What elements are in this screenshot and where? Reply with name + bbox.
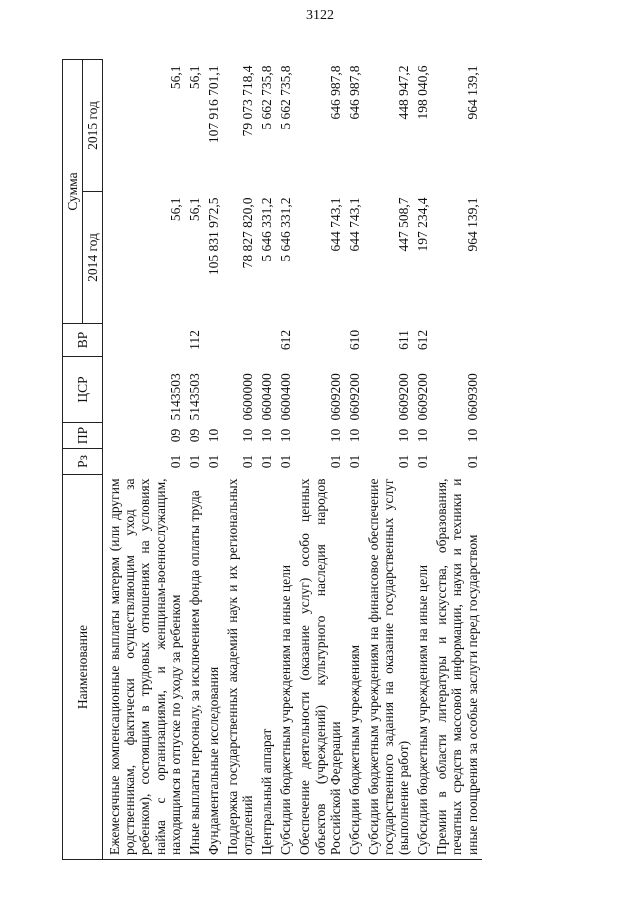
- row-amount-2015: 198 040,6: [415, 65, 431, 120]
- row-rz: 01: [278, 454, 294, 469]
- row-csr: 5143503: [186, 373, 202, 421]
- row-vr: 610: [346, 329, 362, 351]
- row-name: Центральный аппарат: [257, 475, 276, 860]
- row-pr: 10: [346, 428, 362, 443]
- table-row: [223, 59, 257, 859]
- table-row: [103, 59, 185, 859]
- row-rz: 01: [186, 454, 202, 469]
- header-rz: Рз: [63, 449, 103, 475]
- row-vr: [295, 324, 344, 357]
- row-pr: 10: [240, 428, 256, 443]
- row-amount-2014: 5 646 331,2: [278, 197, 294, 262]
- row-vr: [257, 324, 276, 357]
- row-name: Субсидии бюджетным учреждениям: [345, 475, 364, 860]
- row-amount-2014: 5 646 331,2: [259, 197, 275, 262]
- page-number: 3122: [306, 8, 334, 23]
- row-rz: 01: [259, 454, 275, 469]
- row-pr: 10: [464, 428, 480, 443]
- row-amount-2014: 197 234,4: [415, 197, 431, 252]
- row-rz: 01: [346, 454, 362, 469]
- row-rz: 01: [205, 454, 221, 469]
- row-csr: 0600400: [259, 373, 275, 421]
- row-amount-2015: 5 662 735,8: [259, 65, 275, 130]
- row-rz: 01: [167, 454, 183, 469]
- row-amount-2015: 646 987,8: [327, 65, 343, 120]
- row-vr: 612: [278, 329, 294, 351]
- row-csr: 0600000: [240, 373, 256, 421]
- row-name: Субсидии бюджетным учреждениям на иные цели: [413, 475, 432, 860]
- row-pr: 10: [415, 428, 431, 443]
- row-csr: [204, 357, 223, 423]
- row-amount-2014: 105 831 972,5: [205, 197, 221, 276]
- table-row: [257, 59, 276, 859]
- row-csr: 0609300: [464, 373, 480, 421]
- row-csr: 0609200: [396, 373, 412, 421]
- table-row: [276, 59, 295, 859]
- table-row: [295, 59, 344, 859]
- header-2015: 2015 год: [83, 59, 103, 191]
- header-2014: 2014 год: [83, 192, 103, 324]
- row-amount-2014: 644 743,1: [346, 197, 362, 252]
- row-pr: 09: [167, 428, 183, 443]
- row-csr: 0600400: [278, 373, 294, 421]
- table-row: [413, 59, 432, 859]
- row-name: Фундаментальные исследования: [204, 475, 223, 860]
- row-amount-2015: 56,1: [186, 65, 202, 90]
- header-name: Наименование: [63, 475, 103, 860]
- row-amount-2015: 448 947,2: [396, 65, 412, 120]
- header-vr: ВР: [63, 324, 103, 357]
- row-amount-2014: 56,1: [167, 197, 183, 222]
- row-vr: [103, 324, 185, 357]
- header-csr: ЦСР: [63, 357, 103, 423]
- row-amount-2015: 5 662 735,8: [278, 65, 294, 130]
- row-amount-2015: 964 139,1: [464, 65, 480, 120]
- row-csr: 0609200: [346, 373, 362, 421]
- table-row: [432, 59, 481, 859]
- rotated-table-container: [62, 60, 607, 860]
- row-amount-2014: 56,1: [186, 197, 202, 222]
- row-name: Ежемесячные компенсационные выплаты матерям (или другим родственникам, фактически осуществляющим уход за ребенком), состоящим в трудовых отношениях на условиях найма с организациями, и женщинам-военнослужащим, находящимся в отпуске по уходу за ребенком: [103, 475, 185, 860]
- row-rz: 01: [240, 454, 256, 469]
- row-vr: 112: [186, 330, 202, 350]
- row-pr: 10: [327, 428, 343, 443]
- row-amount-2015: 79 073 718,4: [240, 65, 256, 137]
- table-row: [204, 59, 223, 859]
- row-amount-2014: 644 743,1: [327, 197, 343, 252]
- row-name: Субсидии бюджетным учреждениям на иные цели: [276, 475, 295, 860]
- table-row: [364, 59, 413, 859]
- row-amount-2015: 56,1: [167, 65, 183, 90]
- row-vr: 612: [415, 329, 431, 351]
- row-pr: 10: [396, 428, 412, 443]
- row-pr: 10: [278, 428, 294, 443]
- row-name: Премии в области литературы и искусства, образования, печатных средств массовой информации, науки и техники и иные поощрения за особые заслуги перед государством: [432, 475, 481, 860]
- row-amount-2014: 964 139,1: [464, 197, 480, 252]
- row-pr: 10: [259, 428, 275, 443]
- header-sum: Сумма: [63, 59, 83, 323]
- row-amount-2015: 107 916 701,1: [205, 65, 221, 144]
- row-pr: 09: [186, 428, 202, 443]
- row-csr: 5143503: [167, 373, 183, 421]
- header-pr: ПР: [63, 423, 103, 449]
- row-amount-2014: 447 508,7: [396, 197, 412, 252]
- row-rz: 01: [464, 454, 480, 469]
- row-csr: 0609200: [327, 373, 343, 421]
- row-name: Субсидии бюджетным учреждениям на финансовое обеспечение государственного задания на оказание государственных услуг (выполнение работ): [364, 475, 413, 860]
- row-vr: 611: [396, 330, 412, 350]
- row-rz: 01: [327, 454, 343, 469]
- row-amount-2014: 78 827 820,0: [240, 197, 256, 269]
- row-amount-2015: 646 987,8: [346, 65, 362, 120]
- row-rz: 01: [396, 454, 412, 469]
- row-pr: 10: [205, 428, 221, 443]
- budget-table: [62, 59, 482, 860]
- row-csr: 0609200: [415, 373, 431, 421]
- row-name: Поддержка государственных академий наук и их региональных отделений: [223, 475, 257, 860]
- row-name: Иные выплаты персоналу, за исключением фонда оплаты труда: [185, 475, 204, 860]
- table-row: [345, 59, 364, 859]
- row-vr: [204, 324, 223, 357]
- row-name: Обеспечение деятельности (оказание услуг) особо ценных объектов (учреждений) культурного наследия народов Российской Федерации: [295, 475, 344, 860]
- row-vr: [223, 324, 257, 357]
- table-row: [185, 59, 204, 859]
- row-vr: [432, 324, 481, 357]
- row-rz: 01: [415, 454, 431, 469]
